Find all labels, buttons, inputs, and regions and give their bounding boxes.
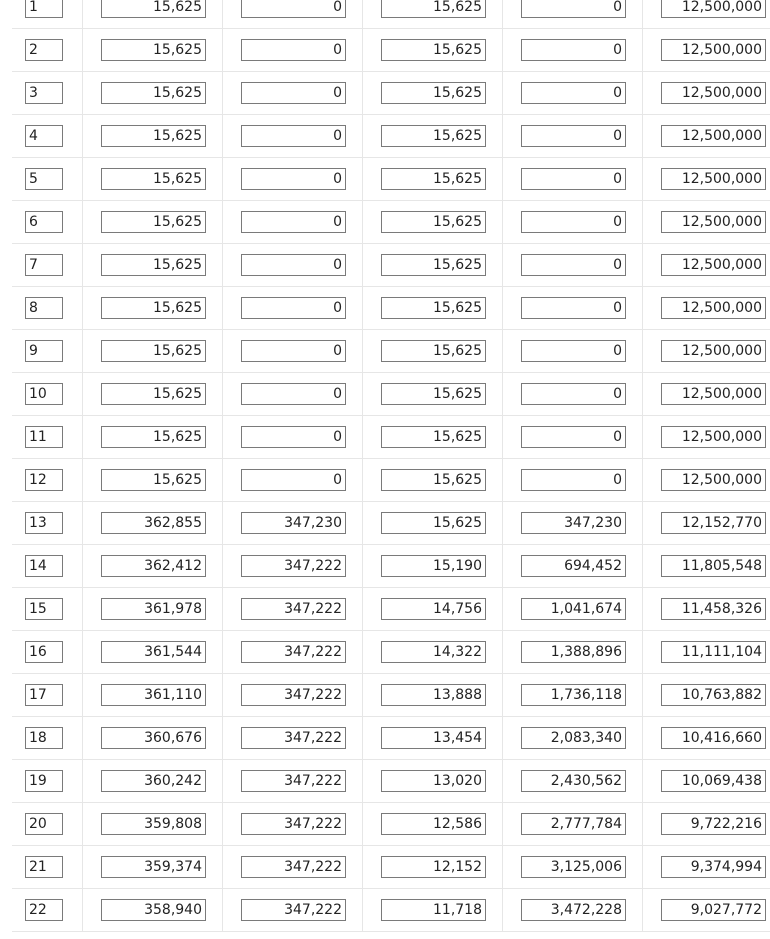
interest-field[interactable]: 15,625 [381,168,486,190]
payment-field[interactable]: 15,625 [101,168,206,190]
cumulative-principal-cell [502,373,642,415]
interest-field[interactable]: 14,756 [381,598,486,620]
principal-cell [222,330,362,372]
cumulative-principal-field[interactable]: 0 [521,383,626,405]
payment-cell [82,373,222,415]
period-cell [12,803,82,845]
balance-cell [642,201,770,243]
payment-cell [82,631,222,673]
payment-field[interactable]: 15,625 [101,340,206,362]
cumulative-principal-cell [502,545,642,587]
interest-field[interactable]: 15,625 [381,39,486,61]
period-field[interactable]: 5 [25,168,63,190]
cumulative-principal-field[interactable]: 0 [521,340,626,362]
table-row [12,0,770,29]
cumulative-principal-cell [502,244,642,286]
period-cell [12,889,82,931]
payment-cell [82,846,222,888]
balance-cell [642,29,770,71]
cumulative-principal-cell [502,72,642,114]
interest-cell [362,158,502,200]
balance-cell [642,287,770,329]
table-row [12,803,770,846]
balance-cell [642,631,770,673]
principal-field[interactable]: 347,222 [241,555,346,577]
table-row [12,244,770,287]
interest-field[interactable]: 13,020 [381,770,486,792]
cumulative-principal-field[interactable]: 0 [521,211,626,233]
balance-field[interactable]: 9,722,216 [661,813,766,835]
cumulative-principal-cell [502,158,642,200]
interest-field[interactable]: 15,625 [381,383,486,405]
cumulative-principal-field[interactable]: 1,736,118 [521,684,626,706]
cumulative-principal-cell [502,115,642,157]
period-cell [12,545,82,587]
interest-cell [362,588,502,630]
principal-field[interactable]: 0 [241,254,346,276]
cumulative-principal-cell [502,846,642,888]
principal-field[interactable]: 347,222 [241,770,346,792]
interest-field[interactable]: 15,625 [381,297,486,319]
period-cell [12,244,82,286]
cumulative-principal-field[interactable]: 0 [521,82,626,104]
table-row [12,330,770,373]
cumulative-principal-cell [502,588,642,630]
balance-cell [642,115,770,157]
balance-cell [642,588,770,630]
interest-cell [362,459,502,501]
period-field[interactable]: 21 [25,856,63,878]
table-row [12,287,770,330]
interest-cell [362,760,502,802]
principal-field[interactable]: 0 [241,297,346,319]
balance-field[interactable]: 12,500,000 [661,39,766,61]
principal-field[interactable]: 347,222 [241,813,346,835]
payment-cell [82,588,222,630]
period-cell [12,373,82,415]
cumulative-principal-cell [502,674,642,716]
interest-field[interactable]: 15,625 [381,82,486,104]
period-field[interactable]: 17 [25,684,63,706]
interest-cell [362,373,502,415]
period-cell [12,846,82,888]
period-field[interactable]: 4 [25,125,63,147]
principal-field[interactable]: 347,222 [241,641,346,663]
interest-field[interactable]: 13,454 [381,727,486,749]
period-field[interactable]: 2 [25,39,63,61]
payment-field[interactable]: 15,625 [101,297,206,319]
period-field[interactable]: 14 [25,555,63,577]
table-row [12,115,770,158]
table-row [12,416,770,459]
cumulative-principal-field[interactable]: 0 [521,0,626,18]
payment-field[interactable]: 361,110 [101,684,206,706]
principal-cell [222,244,362,286]
cumulative-principal-field[interactable]: 0 [521,426,626,448]
interest-field[interactable]: 15,625 [381,254,486,276]
period-cell [12,158,82,200]
cumulative-principal-field[interactable]: 0 [521,469,626,491]
principal-cell [222,158,362,200]
payment-cell [82,803,222,845]
balance-field[interactable]: 12,500,000 [661,0,766,18]
principal-cell [222,416,362,458]
principal-cell [222,717,362,759]
payment-field[interactable]: 360,676 [101,727,206,749]
payment-cell [82,889,222,931]
interest-cell [362,330,502,372]
cumulative-principal-field[interactable]: 2,430,562 [521,770,626,792]
principal-field[interactable]: 347,222 [241,684,346,706]
cumulative-principal-cell [502,416,642,458]
table-row [12,674,770,717]
table-row [12,72,770,115]
principal-cell [222,846,362,888]
balance-field[interactable]: 11,458,326 [661,598,766,620]
payment-field[interactable]: 360,242 [101,770,206,792]
principal-cell [222,287,362,329]
payment-field[interactable]: 15,625 [101,426,206,448]
balance-cell [642,330,770,372]
payment-field[interactable]: 15,625 [101,39,206,61]
cumulative-principal-cell [502,330,642,372]
balance-cell [642,459,770,501]
interest-cell [362,29,502,71]
balance-field[interactable]: 10,763,882 [661,684,766,706]
cumulative-principal-field[interactable]: 0 [521,168,626,190]
period-field[interactable]: 13 [25,512,63,534]
repayment-schedule-table [12,0,770,932]
cumulative-principal-cell [502,889,642,931]
period-field[interactable]: 1 [25,0,63,18]
cumulative-principal-cell [502,631,642,673]
cumulative-principal-field[interactable]: 1,041,674 [521,598,626,620]
balance-cell [642,373,770,415]
cumulative-principal-field[interactable]: 2,083,340 [521,727,626,749]
cumulative-principal-cell [502,287,642,329]
interest-field[interactable]: 11,718 [381,899,486,921]
period-cell [12,330,82,372]
principal-field[interactable]: 347,222 [241,727,346,749]
payment-cell [82,158,222,200]
period-field[interactable]: 19 [25,770,63,792]
interest-field[interactable]: 15,625 [381,125,486,147]
interest-cell [362,201,502,243]
period-field[interactable]: 10 [25,383,63,405]
payment-field[interactable]: 358,940 [101,899,206,921]
balance-cell [642,0,770,28]
payment-cell [82,760,222,802]
interest-cell [362,717,502,759]
balance-field[interactable]: 12,500,000 [661,383,766,405]
payment-field[interactable]: 361,978 [101,598,206,620]
payment-field[interactable]: 15,625 [101,254,206,276]
interest-cell [362,545,502,587]
interest-field[interactable]: 15,625 [381,469,486,491]
payment-field[interactable]: 15,625 [101,469,206,491]
principal-field[interactable]: 0 [241,426,346,448]
balance-field[interactable]: 11,111,104 [661,641,766,663]
period-field[interactable]: 20 [25,813,63,835]
payment-field[interactable]: 15,625 [101,82,206,104]
balance-field[interactable]: 12,500,000 [661,469,766,491]
period-field[interactable]: 8 [25,297,63,319]
table-row [12,588,770,631]
payment-cell [82,459,222,501]
payment-cell [82,717,222,759]
period-cell [12,115,82,157]
payment-cell [82,287,222,329]
balance-field[interactable]: 11,805,548 [661,555,766,577]
period-field[interactable]: 15 [25,598,63,620]
payment-field[interactable]: 15,625 [101,125,206,147]
period-field[interactable]: 9 [25,340,63,362]
principal-cell [222,29,362,71]
payment-field[interactable]: 362,855 [101,512,206,534]
interest-cell [362,416,502,458]
balance-cell [642,846,770,888]
cumulative-principal-field[interactable]: 347,230 [521,512,626,534]
interest-field[interactable]: 15,625 [381,512,486,534]
interest-cell [362,0,502,28]
table-row [12,459,770,502]
principal-field[interactable]: 347,230 [241,512,346,534]
interest-cell [362,631,502,673]
principal-cell [222,502,362,544]
period-field[interactable]: 22 [25,899,63,921]
balance-cell [642,72,770,114]
payment-field[interactable]: 15,625 [101,211,206,233]
balance-cell [642,674,770,716]
period-cell [12,760,82,802]
balance-field[interactable]: 12,500,000 [661,211,766,233]
table-row [12,201,770,244]
balance-field[interactable]: 12,500,000 [661,426,766,448]
principal-cell [222,115,362,157]
period-cell [12,631,82,673]
payment-field[interactable]: 15,625 [101,383,206,405]
period-cell [12,502,82,544]
payment-field[interactable]: 15,625 [101,0,206,18]
principal-cell [222,631,362,673]
principal-field[interactable]: 0 [241,469,346,491]
payment-cell [82,72,222,114]
principal-cell [222,72,362,114]
period-cell [12,459,82,501]
balance-field[interactable]: 10,069,438 [661,770,766,792]
table-row [12,760,770,803]
principal-cell [222,545,362,587]
balance-cell [642,416,770,458]
principal-field[interactable]: 347,222 [241,856,346,878]
period-cell [12,674,82,716]
cumulative-principal-field[interactable]: 3,472,228 [521,899,626,921]
interest-field[interactable]: 15,625 [381,0,486,18]
cumulative-principal-field[interactable]: 0 [521,125,626,147]
payment-field[interactable]: 359,808 [101,813,206,835]
table-row [12,846,770,889]
interest-cell [362,803,502,845]
cumulative-principal-field[interactable]: 2,777,784 [521,813,626,835]
payment-cell [82,674,222,716]
period-field[interactable]: 18 [25,727,63,749]
payment-field[interactable]: 359,374 [101,856,206,878]
table-row [12,889,770,932]
balance-cell [642,760,770,802]
balance-field[interactable]: 9,027,772 [661,899,766,921]
principal-cell [222,0,362,28]
cumulative-principal-field[interactable]: 0 [521,39,626,61]
period-cell [12,29,82,71]
cumulative-principal-cell [502,29,642,71]
interest-field[interactable]: 14,322 [381,641,486,663]
period-cell [12,72,82,114]
cumulative-principal-cell [502,0,642,28]
period-cell [12,201,82,243]
table-row [12,158,770,201]
principal-field[interactable]: 0 [241,39,346,61]
cumulative-principal-field[interactable]: 694,452 [521,555,626,577]
principal-field[interactable]: 0 [241,340,346,362]
interest-cell [362,115,502,157]
period-field[interactable]: 16 [25,641,63,663]
balance-field[interactable]: 12,500,000 [661,297,766,319]
principal-field[interactable]: 0 [241,125,346,147]
principal-field[interactable]: 0 [241,383,346,405]
payment-cell [82,0,222,28]
period-field[interactable]: 6 [25,211,63,233]
balance-cell [642,244,770,286]
principal-field[interactable]: 0 [241,211,346,233]
balance-field[interactable]: 12,500,000 [661,82,766,104]
cumulative-principal-cell [502,502,642,544]
payment-field[interactable]: 361,544 [101,641,206,663]
interest-field[interactable]: 15,625 [381,426,486,448]
period-cell [12,416,82,458]
period-cell [12,588,82,630]
payment-cell [82,244,222,286]
balance-cell [642,545,770,587]
interest-field[interactable]: 15,625 [381,211,486,233]
payment-cell [82,545,222,587]
interest-cell [362,502,502,544]
principal-cell [222,373,362,415]
payment-field[interactable]: 362,412 [101,555,206,577]
principal-cell [222,459,362,501]
balance-field[interactable]: 10,416,660 [661,727,766,749]
period-field[interactable]: 3 [25,82,63,104]
payment-cell [82,29,222,71]
interest-cell [362,244,502,286]
balance-cell [642,803,770,845]
balance-field[interactable]: 12,500,000 [661,254,766,276]
interest-field[interactable]: 12,586 [381,813,486,835]
balance-cell [642,158,770,200]
balance-cell [642,502,770,544]
principal-field[interactable]: 0 [241,82,346,104]
balance-field[interactable]: 9,374,994 [661,856,766,878]
cumulative-principal-cell [502,803,642,845]
period-field[interactable]: 11 [25,426,63,448]
principal-field[interactable]: 0 [241,168,346,190]
cumulative-principal-field[interactable]: 1,388,896 [521,641,626,663]
interest-field[interactable]: 15,190 [381,555,486,577]
table-row [12,717,770,760]
principal-cell [222,588,362,630]
cumulative-principal-field[interactable]: 0 [521,297,626,319]
cumulative-principal-field[interactable]: 3,125,006 [521,856,626,878]
balance-field[interactable]: 12,500,000 [661,168,766,190]
period-cell [12,717,82,759]
cumulative-principal-field[interactable]: 0 [521,254,626,276]
principal-field[interactable]: 0 [241,0,346,18]
principal-cell [222,889,362,931]
table-row [12,502,770,545]
interest-field[interactable]: 13,888 [381,684,486,706]
period-cell [12,287,82,329]
period-field[interactable]: 7 [25,254,63,276]
interest-field[interactable]: 15,625 [381,340,486,362]
table-row [12,373,770,416]
principal-cell [222,201,362,243]
balance-field[interactable]: 12,500,000 [661,125,766,147]
principal-cell [222,674,362,716]
cumulative-principal-cell [502,717,642,759]
principal-field[interactable]: 347,222 [241,899,346,921]
principal-cell [222,760,362,802]
table-row [12,545,770,588]
cumulative-principal-cell [502,459,642,501]
interest-cell [362,674,502,716]
interest-cell [362,72,502,114]
balance-field[interactable]: 12,500,000 [661,340,766,362]
table-row [12,29,770,72]
principal-cell [222,803,362,845]
principal-field[interactable]: 347,222 [241,598,346,620]
balance-cell [642,889,770,931]
payment-cell [82,115,222,157]
payment-cell [82,201,222,243]
interest-cell [362,287,502,329]
payment-cell [82,502,222,544]
cumulative-principal-cell [502,201,642,243]
balance-field[interactable]: 12,152,770 [661,512,766,534]
interest-cell [362,846,502,888]
interest-cell [362,889,502,931]
period-cell [12,0,82,28]
balance-cell [642,717,770,759]
cumulative-principal-cell [502,760,642,802]
payment-cell [82,416,222,458]
table-row [12,631,770,674]
interest-field[interactable]: 12,152 [381,856,486,878]
period-field[interactable]: 12 [25,469,63,491]
payment-cell [82,330,222,372]
